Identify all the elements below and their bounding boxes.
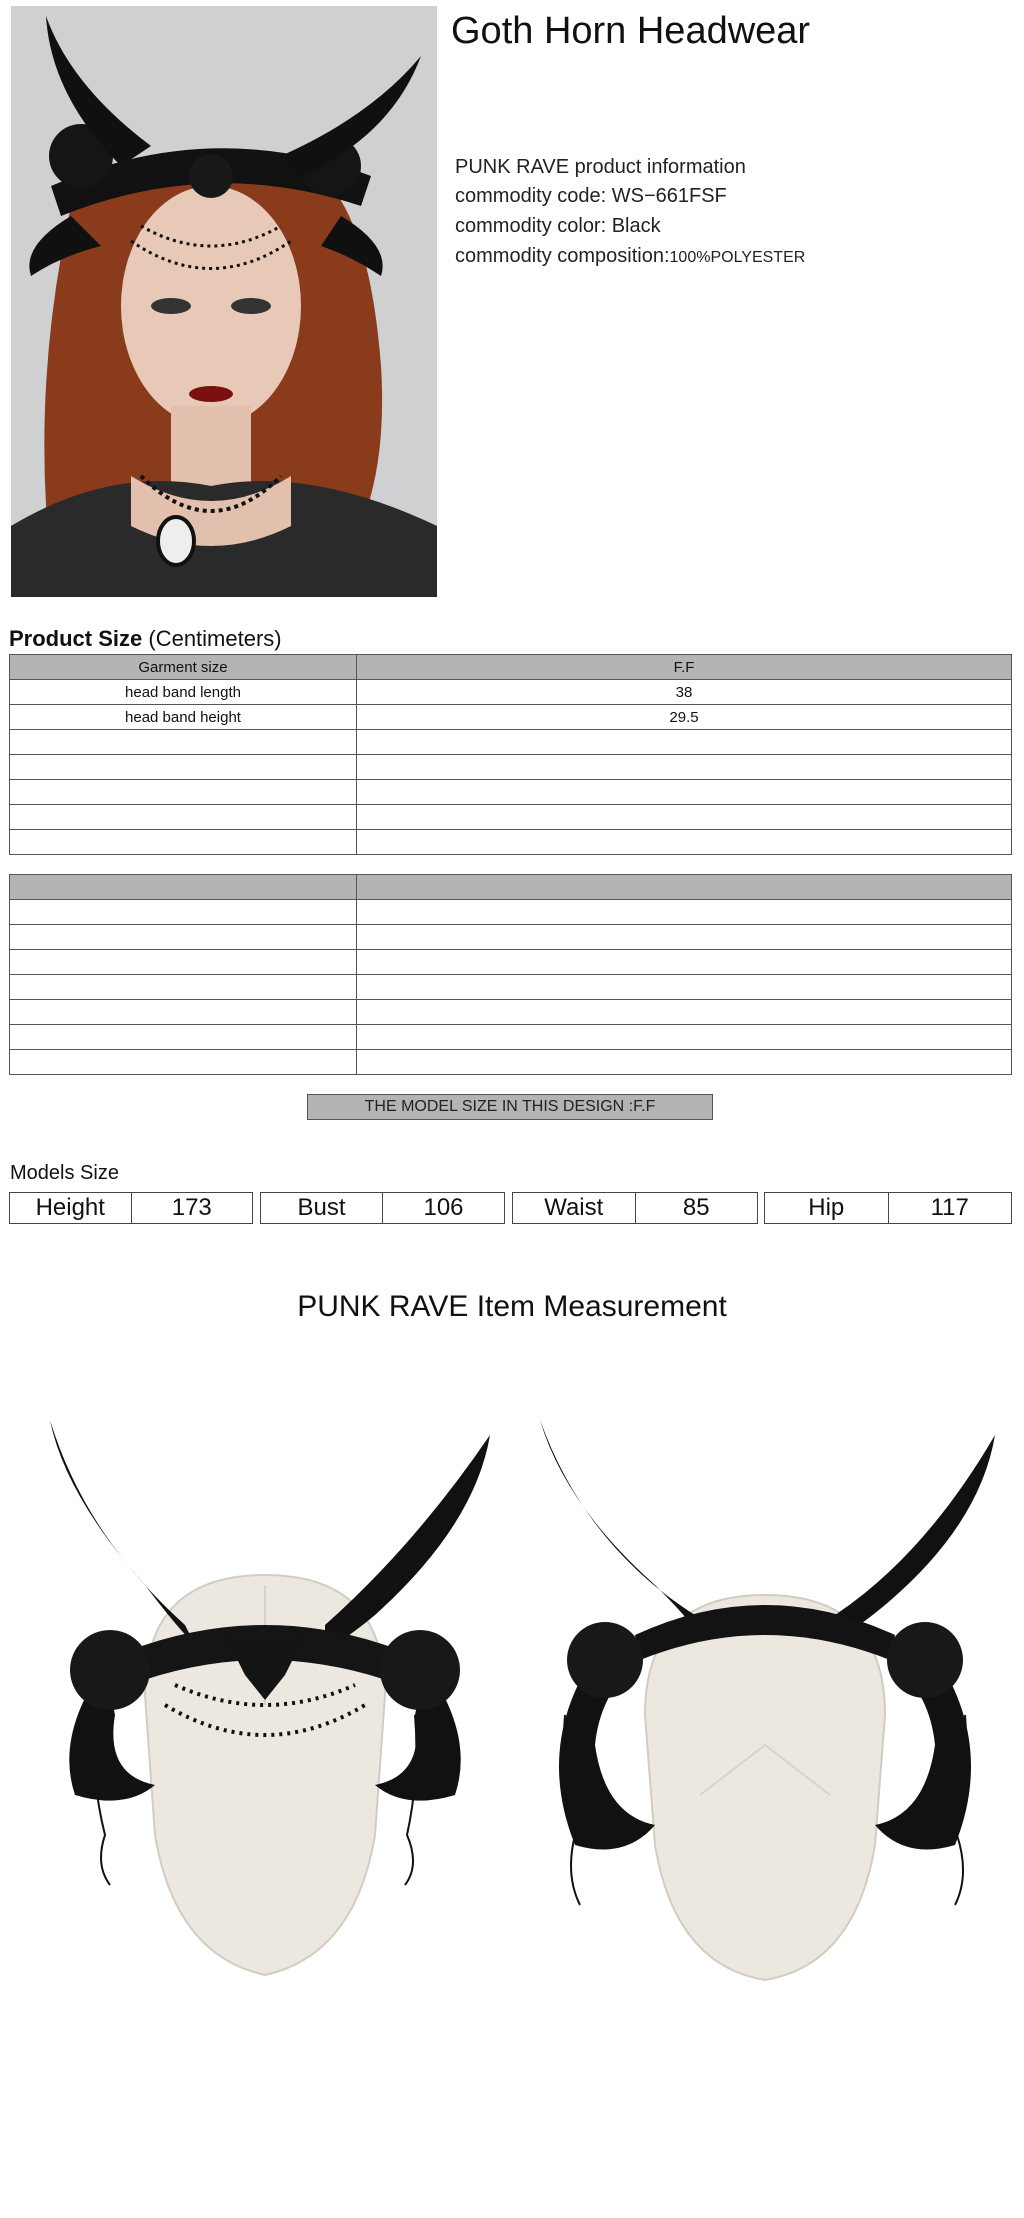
product-size-heading-unit: (Centimeters) <box>148 626 282 651</box>
model-measure-name: Waist <box>513 1193 636 1223</box>
table-cell <box>357 755 1012 780</box>
item-measurement-title: PUNK RAVE Item Measurement <box>297 1290 727 1323</box>
table-cell <box>10 950 357 975</box>
models-size-label: Models Size <box>10 1162 119 1184</box>
table-cell <box>10 805 357 830</box>
secondary-table-header <box>10 875 1012 900</box>
commodity-composition-value: 100%POLYESTER <box>669 249 806 266</box>
table-row <box>10 730 1012 755</box>
model-measure-value: 106 <box>423 1194 464 1221</box>
commodity-composition-label: commodity composition: <box>455 245 670 267</box>
table-cell <box>357 900 1012 925</box>
table-cell <box>10 780 357 805</box>
commodity-code-line <box>455 185 727 208</box>
table-row <box>10 1025 1012 1050</box>
commodity-composition-line <box>455 245 805 268</box>
table-row <box>10 975 1012 1000</box>
model-measure-name: Bust <box>261 1193 383 1223</box>
size-table-header-cell: F.F <box>357 655 1012 680</box>
model-measure-bust <box>260 1192 505 1224</box>
table-row <box>10 755 1012 780</box>
table-cell <box>357 780 1012 805</box>
table-cell <box>10 1000 357 1025</box>
table-row <box>10 900 1012 925</box>
table-row <box>10 705 1012 730</box>
table-row <box>10 805 1012 830</box>
commodity-code-label: commodity code: <box>455 185 612 207</box>
table-row <box>10 830 1012 855</box>
model-measure-name: Height <box>10 1193 132 1223</box>
table-cell: 38 <box>357 680 1012 705</box>
table-cell <box>357 830 1012 855</box>
front-view-image <box>35 1415 495 1985</box>
table-cell: 29.5 <box>357 705 1012 730</box>
commodity-color-value: Black <box>611 215 661 237</box>
table-cell <box>10 755 357 780</box>
model-measure-waist <box>512 1192 758 1224</box>
table-cell <box>357 1000 1012 1025</box>
size-table <box>9 654 1012 855</box>
table-cell <box>357 925 1012 950</box>
table-cell <box>10 975 357 1000</box>
product-title: Goth Horn Headwear <box>451 10 811 52</box>
table-cell <box>357 1025 1012 1050</box>
model-measure-name: Hip <box>765 1193 889 1223</box>
model-measure-value: 117 <box>930 1194 969 1221</box>
model-measure-height <box>9 1192 253 1224</box>
table-row <box>10 1000 1012 1025</box>
table-cell <box>10 900 357 925</box>
model-measure-hip <box>764 1192 1012 1224</box>
table-row <box>10 680 1012 705</box>
model-size-banner: THE MODEL SIZE IN THIS DESIGN :F.F <box>307 1094 713 1120</box>
table-cell <box>357 805 1012 830</box>
table-cell <box>10 830 357 855</box>
table-row <box>10 925 1012 950</box>
table-row <box>10 950 1012 975</box>
table-row <box>10 780 1012 805</box>
back-view-image <box>525 1415 1005 1985</box>
product-size-heading-bold: Product Size <box>9 626 143 651</box>
commodity-code-value: WS−661FSF <box>611 185 727 207</box>
table-cell <box>357 950 1012 975</box>
secondary-size-table <box>9 874 1012 1075</box>
table-cell <box>10 925 357 950</box>
info-heading: PUNK RAVE product information <box>455 156 746 178</box>
commodity-color-line <box>455 215 661 238</box>
table-cell <box>10 1025 357 1050</box>
table-cell <box>10 730 357 755</box>
model-measure-value: 173 <box>171 1194 212 1221</box>
table-cell <box>357 975 1012 1000</box>
table-cell <box>10 1050 357 1075</box>
table-cell <box>357 1050 1012 1075</box>
table-cell: head band height <box>10 705 357 730</box>
model-measure-value: 85 <box>682 1194 710 1221</box>
secondary-table-header-cell <box>357 875 1012 900</box>
commodity-color-label: commodity color: <box>455 215 612 237</box>
product-size-heading <box>9 626 282 652</box>
table-cell <box>357 730 1012 755</box>
size-table-header-cell: Garment size <box>10 655 357 680</box>
secondary-table-header-cell <box>10 875 357 900</box>
size-table-header <box>10 655 1012 680</box>
table-cell: head band length <box>10 680 357 705</box>
table-row <box>10 1050 1012 1075</box>
product-photo <box>11 6 437 597</box>
